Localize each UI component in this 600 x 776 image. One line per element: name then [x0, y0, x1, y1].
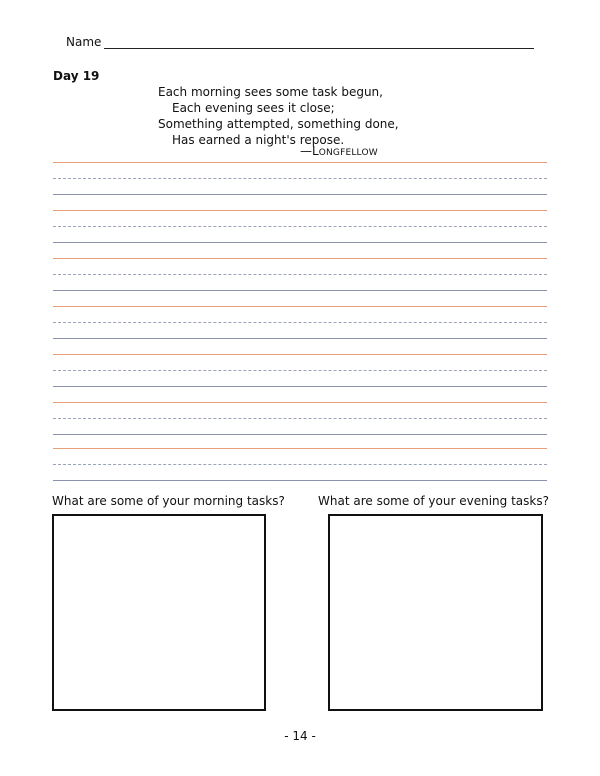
writing-midline	[53, 274, 547, 275]
poem-line-3: Something attempted, something done,	[158, 117, 399, 131]
handwriting-lines[interactable]	[53, 162, 547, 482]
writing-topline	[53, 210, 547, 211]
writing-topline	[53, 306, 547, 307]
writing-midline	[53, 418, 547, 419]
writing-topline	[53, 258, 547, 259]
name-label	[66, 35, 101, 49]
writing-baseline	[53, 290, 547, 291]
name-field[interactable]	[104, 48, 534, 49]
morning-tasks-question: What are some of your morning tasks?	[52, 494, 285, 508]
writing-midline	[53, 370, 547, 371]
writing-baseline	[53, 386, 547, 387]
writing-midline	[53, 226, 547, 227]
author-rest: ONGFELLOW	[318, 148, 378, 158]
writing-baseline	[53, 338, 547, 339]
name-label-text: Name	[66, 35, 102, 49]
writing-topline	[53, 448, 547, 449]
writing-baseline	[53, 480, 547, 481]
writing-baseline	[53, 242, 547, 243]
writing-midline	[53, 464, 547, 465]
poem-line-1: Each morning sees some task begun,	[158, 85, 383, 99]
morning-tasks-drawing-box[interactable]	[52, 514, 266, 711]
writing-topline	[53, 354, 547, 355]
day-heading: Day 19	[53, 69, 100, 83]
poem-author	[300, 144, 378, 158]
writing-topline	[53, 402, 547, 403]
evening-tasks-drawing-box[interactable]	[328, 514, 543, 711]
writing-midline	[53, 178, 547, 179]
poem-line-2: Each evening sees it close;	[172, 101, 335, 115]
poem	[158, 84, 399, 148]
evening-tasks-question: What are some of your evening tasks?	[318, 494, 549, 508]
writing-topline	[53, 162, 547, 163]
writing-baseline	[53, 194, 547, 195]
page-number: - 14 -	[284, 729, 316, 743]
writing-baseline	[53, 434, 547, 435]
poem-line-4: Has earned a night's repose.	[172, 133, 345, 147]
author-initial: L	[312, 144, 319, 158]
author-dash: —	[300, 144, 312, 158]
writing-midline	[53, 322, 547, 323]
